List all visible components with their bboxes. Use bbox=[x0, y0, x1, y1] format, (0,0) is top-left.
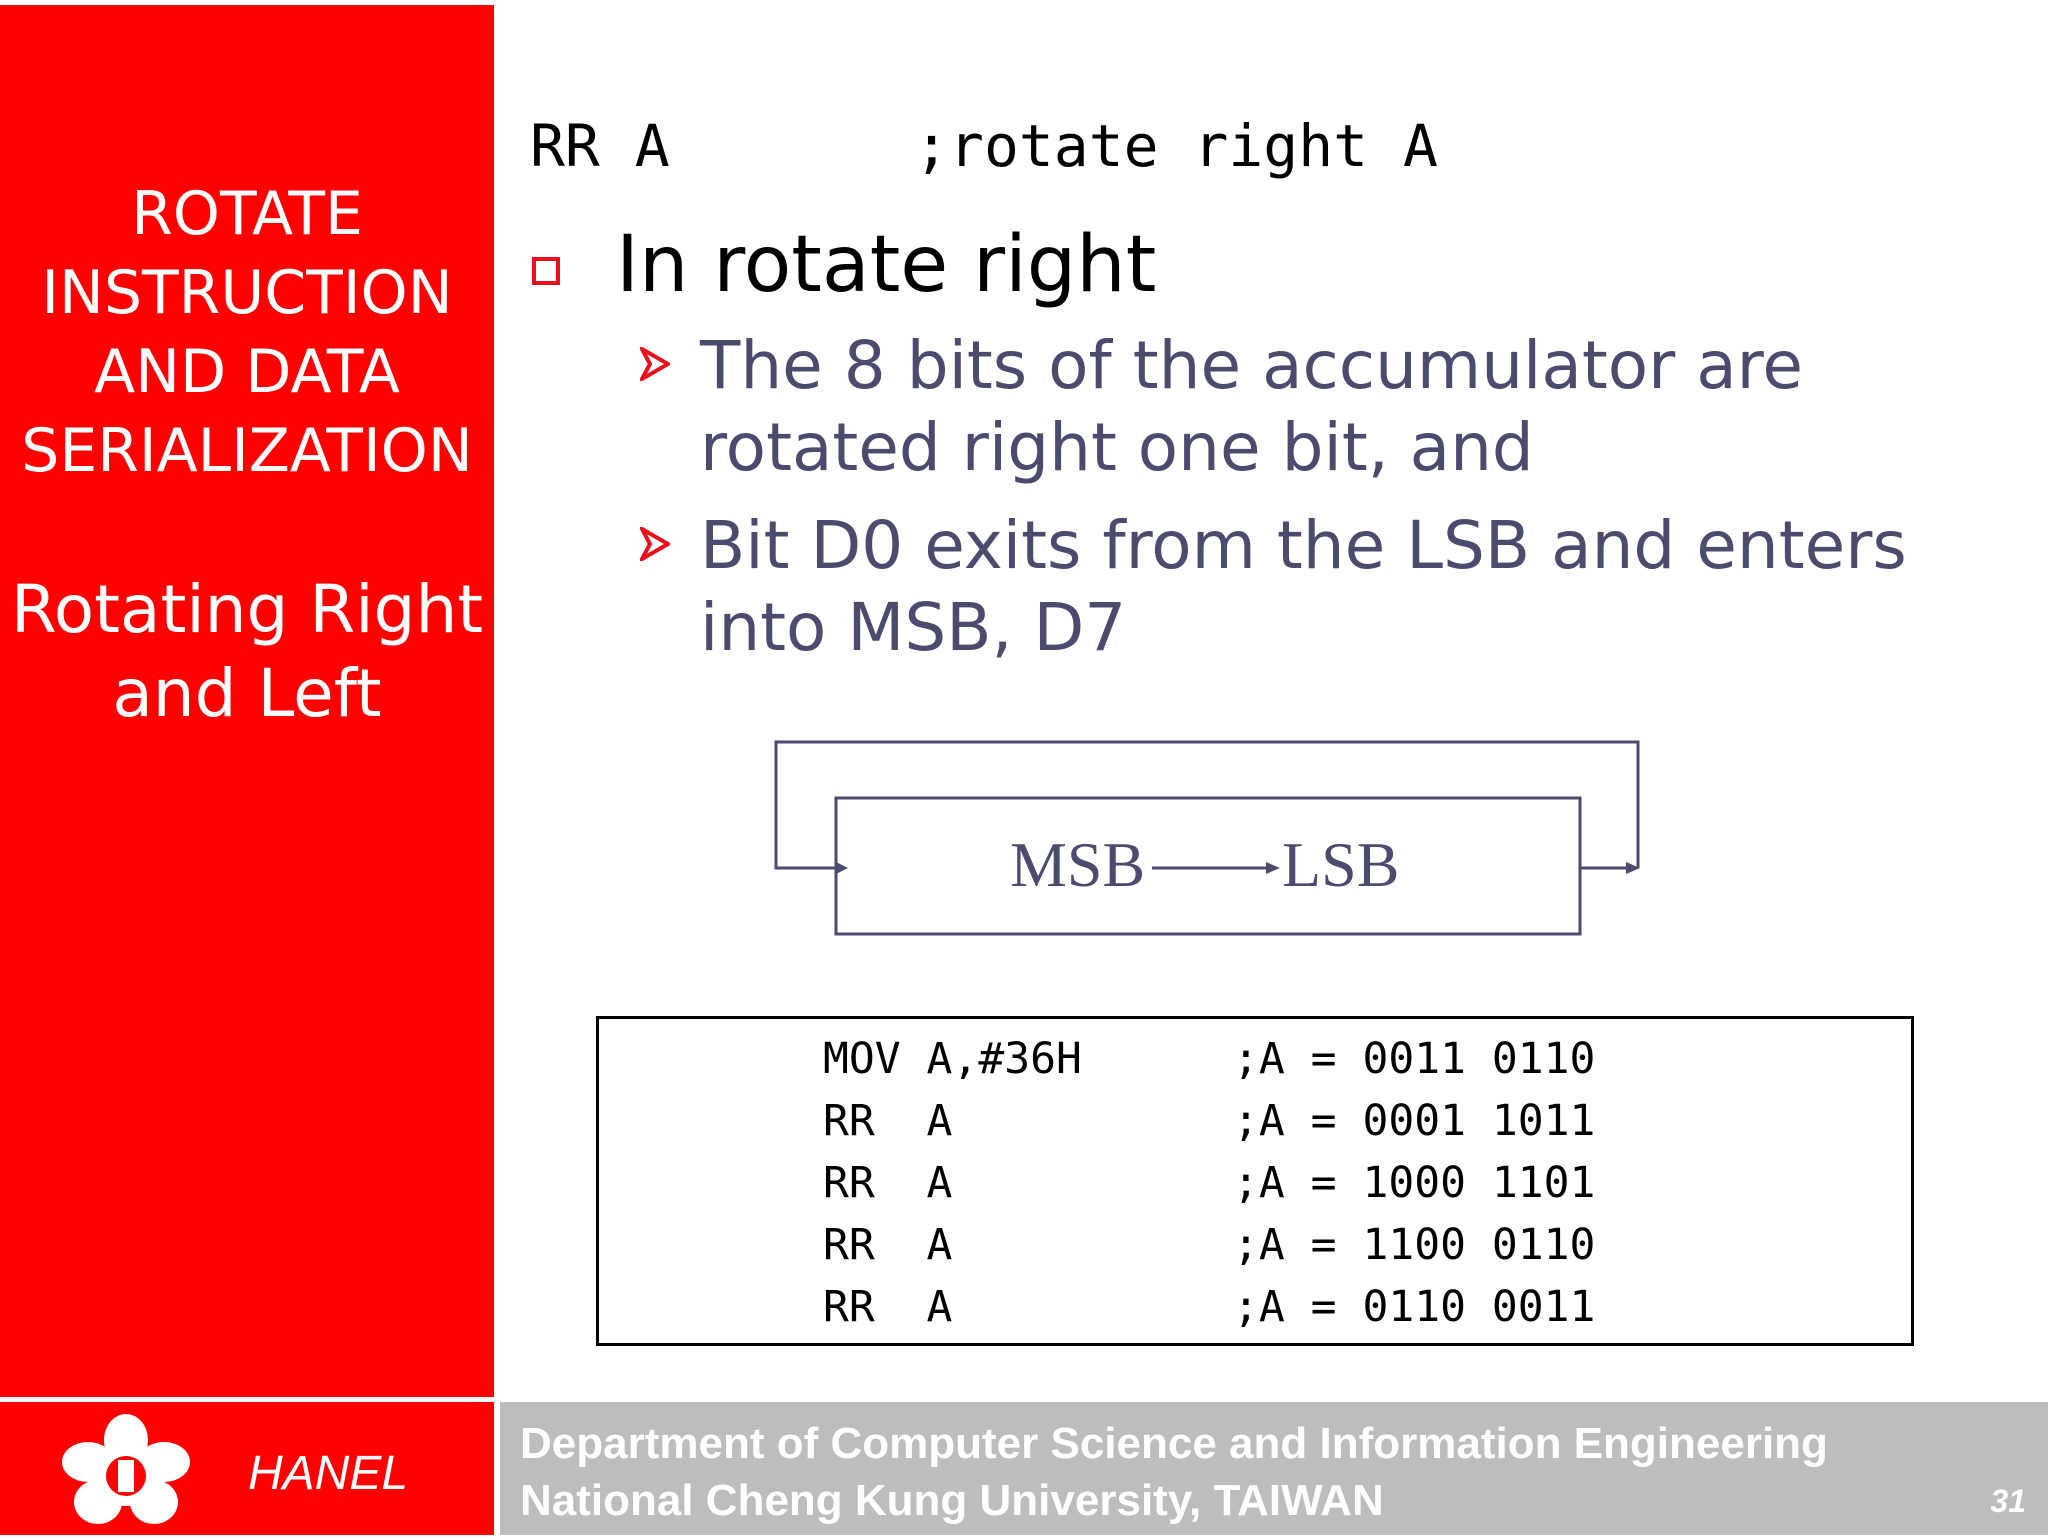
sidebar-title-line: SERIALIZATION bbox=[21, 416, 473, 486]
square-bullet-icon bbox=[532, 257, 560, 285]
code-instruction: RR A bbox=[823, 1158, 953, 1208]
code-instruction: RR A bbox=[823, 1220, 953, 1270]
department-text bbox=[520, 1415, 1828, 1529]
sidebar-title-line: AND DATA bbox=[94, 337, 400, 407]
sidebar-subtitle-line: and Left bbox=[112, 655, 382, 732]
code-comment: ;A = 0001 1011 bbox=[1233, 1096, 1596, 1146]
code-comment: ;A = 0110 0011 bbox=[1233, 1282, 1596, 1332]
code-line bbox=[823, 1090, 1595, 1152]
rotate-right-diagram bbox=[770, 738, 1650, 938]
sub-bullet bbox=[640, 325, 1970, 489]
register-box bbox=[836, 798, 1580, 934]
code-line bbox=[823, 1028, 1595, 1090]
code-comment: ;A = 1100 0110 bbox=[1233, 1220, 1596, 1270]
sidebar-subtitle bbox=[0, 568, 494, 736]
code-heading: RR A ;rotate right A bbox=[530, 112, 1438, 180]
code-comment: ;A = 0011 0110 bbox=[1233, 1034, 1596, 1084]
code-comment: ;A = 1000 1101 bbox=[1233, 1158, 1596, 1208]
sub-bullet-text: Bit D0 exits from the LSB and enters into MSB, D7 bbox=[700, 507, 1907, 666]
main-bullet-text: In rotate right bbox=[616, 220, 1157, 310]
sub-bullet bbox=[640, 505, 1970, 669]
sidebar-title-line: INSTRUCTION bbox=[41, 258, 453, 328]
loop-line bbox=[776, 742, 1638, 868]
lsb-label: LSB bbox=[1282, 829, 1400, 900]
sub-bullet-text: The 8 bits of the accumulator are rotated right one bit, and bbox=[700, 327, 1803, 486]
sidebar-title-line: ROTATE bbox=[131, 179, 363, 249]
code-instruction: RR A bbox=[823, 1096, 953, 1146]
author-name: HANEL bbox=[248, 1447, 409, 1500]
code-instruction: MOV A,#36H bbox=[823, 1034, 1082, 1084]
university-line: National Cheng Kung University, TAIWAN bbox=[520, 1476, 1384, 1525]
msb-label: MSB bbox=[1010, 829, 1146, 900]
msb-lsb-arrowhead bbox=[1266, 862, 1280, 874]
code-line bbox=[823, 1152, 1595, 1214]
code-line bbox=[823, 1214, 1595, 1276]
code-instruction: RR A bbox=[823, 1282, 953, 1332]
page-number: 31 bbox=[1990, 1483, 2026, 1519]
sidebar-title bbox=[0, 175, 494, 491]
arrow-bullet-icon bbox=[640, 527, 670, 561]
sidebar-subtitle-line: Rotating Right bbox=[10, 571, 484, 648]
arrow-bullet-icon bbox=[640, 347, 670, 381]
code-line bbox=[823, 1276, 1595, 1338]
loop-arrowhead-left bbox=[836, 862, 848, 874]
main-bullet bbox=[532, 220, 1156, 310]
department-line: Department of Computer Science and Information Engineering bbox=[520, 1419, 1828, 1468]
university-logo-icon bbox=[58, 1410, 194, 1530]
